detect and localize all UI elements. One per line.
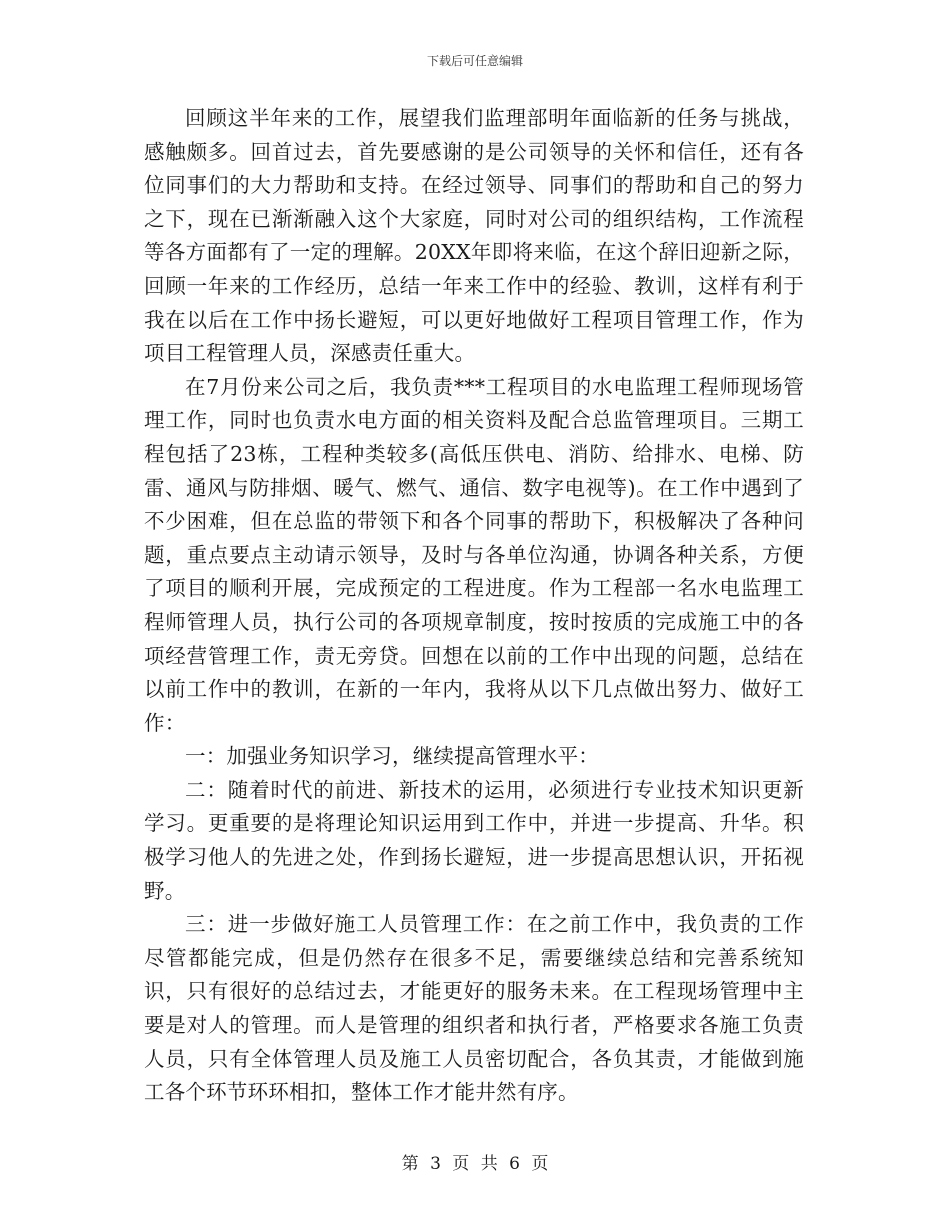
page-header-note: 下载后可任意编辑 <box>426 54 523 68</box>
paragraph-point-two: 二：随着时代的前进、新技术的运用，必须进行专业技术知识更新学习。更重要的是将理论知识运用到工作中，并进一步提高、升华。积极学习他人的先进之处，作到扬长避短，进一步提高思想认识，开拓视野。 <box>144 777 804 903</box>
paragraph-point-three: 三：进一步做好施工人员管理工作：在之前工作中，我负责的工作尽管都能完成，但是仍然存在很多不足，需要继续总结和完善系统知识，只有很好的总结过去，才能更好的服务未来。在工程现场管理中主要是对人的管理。而人是管理的组织者和执行者，严格要求各施工负责人员，只有全体管理人员及施工人员密切配合，各负其责，才能做到施工各个环节环环相扣，整体工作才能井然有序。 <box>144 912 804 1105</box>
document-body <box>144 102 804 1110</box>
page-number: 第 3 页 共 6 页 <box>401 1154 549 1174</box>
paragraph-point-one: 一：加强业务知识学习，继续提高管理水平： <box>185 744 599 769</box>
paragraph-work-summary: 在7月份来公司之后，我负责***工程项目的水电监理工程师现场管理工作，同时也负责水电方面的相关资料及配合总监管理项目。三期工程包括了23栋，工程种类较多(高低压供电、消防、给排水、电梯、防雷、通风与防排烟、暖气、燃气、通信、数字电视等)。在工作中遇到了不少困难，但在总监的带领下和各个同事的帮助下，积极解决了各种问题，重点要点主动请示领导，及时与各单位沟通，协调各种关系，方便了项目的顺利开展，完成预定的工程进度。作为工程部一名水电监理工程师管理人员，执行公司的各项规章制度，按时按质的完成施工中的各项经营管理工作，责无旁贷。回想在以前的工作中出现的问题，总结在以前工作中的教训，在新的一年内，我将从以下几点做出努力、做好工作： <box>144 374 804 735</box>
paragraph-review: 回顾这半年来的工作，展望我们监理部明年面临新的任务与挑战，感触颇多。回首过去，首先要感谢的是公司领导的关怀和信任，还有各位同事们的大力帮助和支持。在经过领导、同事们的帮助和自己的努力之下，现在已渐渐融入这个大家庭，同时对公司的组织结构，工作流程等各方面都有了一定的理解。20XX年即将来临，在这个辞旧迎新之际，回顾一年来的工作经历，总结一年来工作中的经验、教训，这样有利于我在以后在工作中扬长避短，可以更好地做好工程项目管理工作，作为项目工程管理人员，深感责任重大。 <box>144 106 804 366</box>
